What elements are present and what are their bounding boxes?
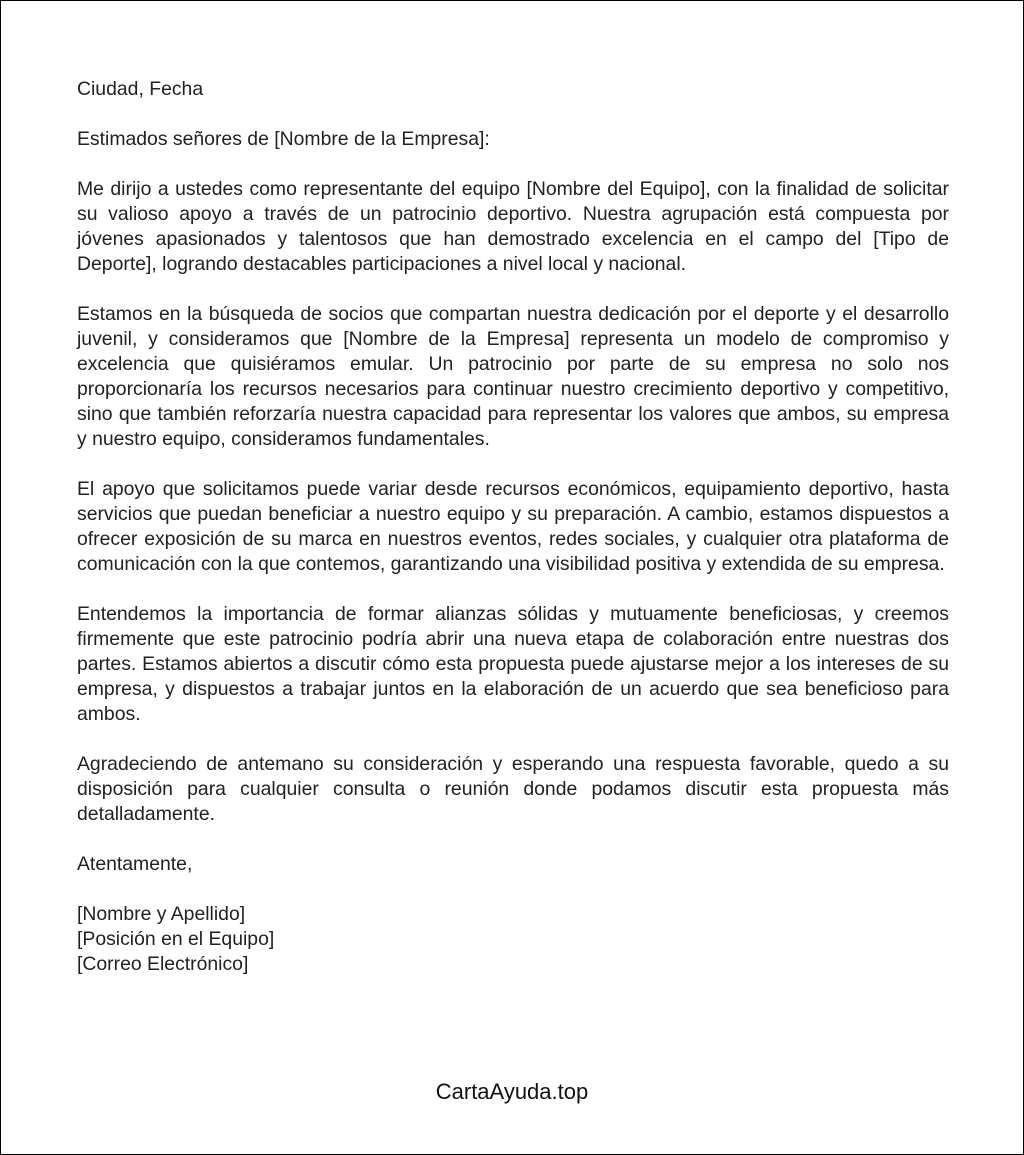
closing: Atentamente, — [77, 853, 193, 875]
paragraph-introduction: Me dirijo a ustedes como representante del equipo [Nombre del Equipo], con la finalidad de solicitar su valioso apoyo a través de un patrocinio deportivo. Nuestra agrupación está compuesta por jóvenes apasionados y talentosos que han demostrado excelencia en el campo del [Tipo de Deporte], logrando destacables participaciones a nivel local y nacional. — [77, 178, 949, 275]
paragraph-motivation: Estamos en la búsqueda de socios que compartan nuestra dedicación por el deporte y el desarrollo juvenil, y consideramos que [Nombre de la Empresa] representa un modelo de compromiso y excelencia que quisiéramos emular. Un patrocinio por parte de su empresa no solo nos proporcionaría los recursos necesarios para continuar nuestro crecimiento deportivo y competitivo, sino que también reforzaría nuestra capacidad para representar los valores que ambos, su empresa y nuestro equipo, consideramos fundamentales. — [77, 303, 949, 450]
footer-site: CartaAyuda.top — [435, 1079, 589, 1104]
signature-email: [Correo Electrónico] — [77, 953, 249, 975]
place-date: Ciudad, Fecha — [77, 78, 204, 100]
paragraph-thanks: Agradeciendo de antemano su consideración y esperando una respuesta favorable, quedo a su disposición para cualquier consulta o reunión donde podamos discutir esta propuesta más detalladamente. — [77, 753, 949, 825]
paragraph-alliance: Entendemos la importancia de formar alianzas sólidas y mutuamente beneficiosas, y creemos firmemente que este patrocinio podría abrir una nueva etapa de colaboración entre nuestras dos partes. Estamos abiertos a discutir cómo esta propuesta puede ajustarse mejor a los intereses de su empresa, y dispuestos a trabajar juntos en la elaboración de un acuerdo que sea beneficioso para ambos. — [77, 603, 949, 725]
letter-body — [77, 77, 949, 977]
signature-block — [77, 902, 949, 977]
signature-name: [Nombre y Apellido] — [77, 903, 246, 925]
salutation: Estimados señores de [Nombre de la Empresa]: — [77, 128, 490, 150]
paragraph-offer: El apoyo que solicitamos puede variar desde recursos económicos, equipamiento deportivo, hasta servicios que puedan beneficiar a nuestro equipo y su preparación. A cambio, estamos dispuestos a ofrecer exposición de su marca en nuestros eventos, redes sociales, y cualquier otra plataforma de comunicación con la que contemos, garantizando una visibilidad positiva y extendida de su empresa. — [77, 478, 949, 575]
signature-position: [Posición en el Equipo] — [77, 928, 275, 950]
